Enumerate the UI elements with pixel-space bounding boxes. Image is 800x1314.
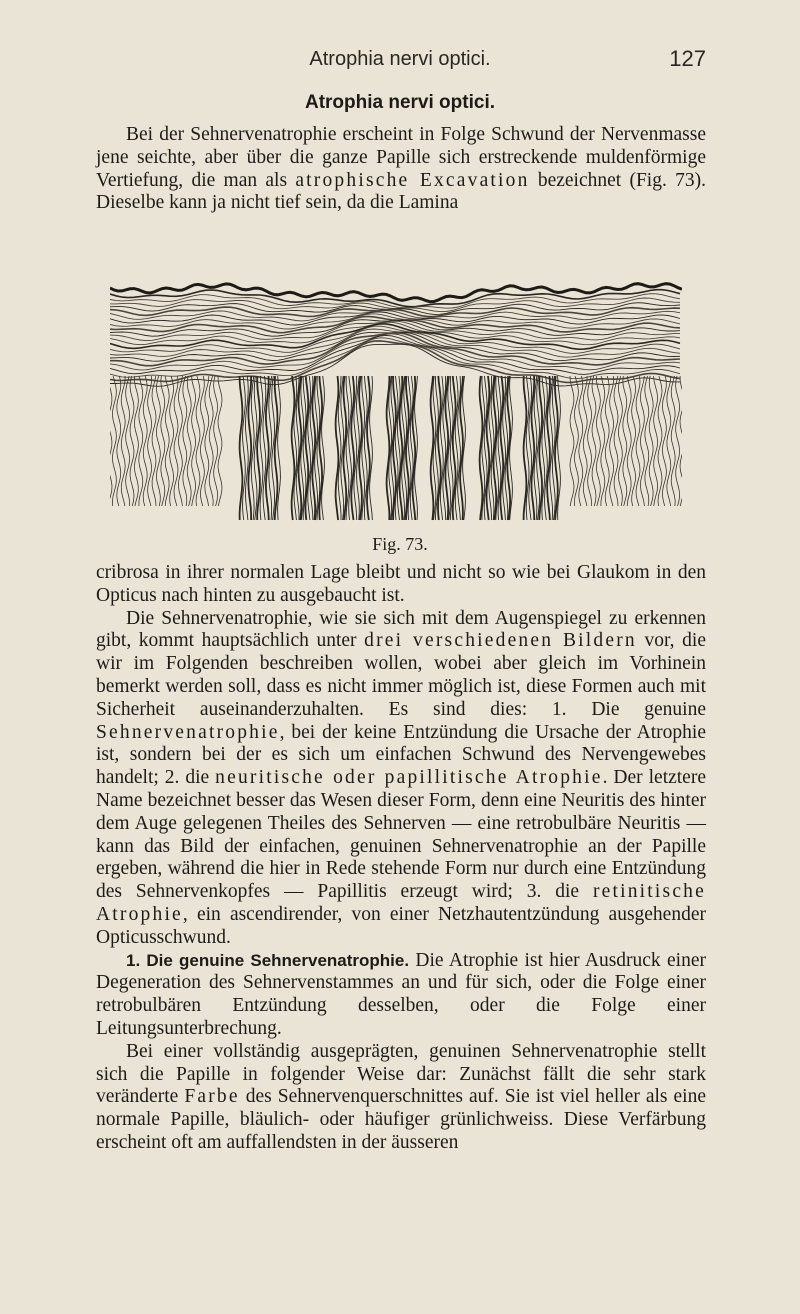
text-span: , bei der keine Entzündung die Ursache der Atrophie ist, sondern bei der es sich um einfachen Schwund des Nervengewebes handelt; 2. die	[96, 721, 706, 789]
text-span: des Sehnervenquerschnittes auf. Sie ist viel heller als eine normale Papille, bläulich- oder häufiger grünlichweiss. Diese Verfärbung erscheint oft am auffallendsten in der äusseren	[96, 1086, 707, 1153]
histology-illustration	[110, 256, 682, 526]
running-title: Atrophia nervi optici.	[309, 48, 491, 70]
paragraph-drei-bilder	[96, 608, 706, 950]
section-heading: Atrophia nervi optici.	[304, 92, 496, 113]
body-text	[96, 562, 706, 1155]
paragraph-cribrosa: cribrosa in ihrer normalen Lage bleibt und nicht so wie bei Glaukom in den Opticus nach hinten zu ausgebaucht ist.	[96, 562, 706, 606]
subsection-heading: 1. Die genuine Sehnervenatrophie.	[126, 950, 410, 970]
intro-text-end: bezeichnet (Fig. 73). Dieselbe kann ja nicht tief sein, da die Lamina	[96, 169, 706, 214]
text-span: Die Atrophie ist hier Ausdruck einer Degeneration des Sehnervenstammes an und für sich, oder die Folge einer retrobulbären Entzündung desselben, oder die Folge einer Leitungsunterbrechung.	[96, 949, 706, 1039]
figure-caption: Fig. 73.	[372, 534, 428, 554]
term-neuritische-atrophie: neuritische oder papillitische Atrophie	[215, 767, 603, 789]
intro-text: Bei der Sehnervenatrophie erscheint in Folge Schwund der Nervenmasse jene seichte, aber über die ganze Papille sich erstreckende muldenförmige Vertiefung, die man als	[96, 124, 706, 191]
page-number: 127	[669, 46, 706, 71]
text-span: vor, die wir im Folgenden beschreiben wollen, wobei aber gleich im Vorhinein bemerkt werden soll, dass es nicht immer möglich ist, diese Formen auch mit Sicherheit auseinanderzuhalten. Es sind dies: 1. Die genuine	[96, 630, 706, 720]
term-sehnervenatrophie: Sehnervenatrophie	[96, 721, 280, 743]
text-span: Die Sehnervenatrophie, wie sie sich mit dem Augenspiegel zu erkennen gibt, kommt hauptsächlich unter	[96, 607, 706, 652]
text-span: Bei einer vollständig ausgeprägten, genuinen Sehnervenatrophie stellt sich die Papille in folgender Weise dar: Zunächst fällt die sehr stark veränderte	[96, 1040, 706, 1108]
running-head	[0, 44, 800, 74]
paragraph-genuine	[96, 950, 706, 1041]
text-span: , ein ascendirender, von einer Netzhautentzündung ausgehender Opticusschwund.	[96, 903, 706, 948]
text-span: . Der letztere Name bezeichnet besser das Wesen dieser Form, denn eine Neuritis des hinter dem Auge gelegenen Theiles des Sehnerven — eine retrobulbäre Neuritis — kann das Bild der einfachen, genuinen Sehnervenatrophie an der Papille ergeben, während die hier in Rede stehende Form nur durch eine Entzündung des Sehnervenkopfes — Papillitis erzeugt wird; 3. die	[96, 767, 706, 903]
term-drei-bildern: drei verschiedenen Bildern	[364, 630, 637, 652]
paragraph-papille	[96, 1041, 706, 1155]
intro-paragraph	[96, 124, 706, 215]
term-retinitische-atrophie: retinitische Atrophie	[96, 881, 706, 925]
term-farbe: Farbe	[184, 1086, 240, 1108]
figure-73	[110, 256, 682, 526]
term-atrophische-excavation: atrophische Excavation	[295, 169, 530, 191]
